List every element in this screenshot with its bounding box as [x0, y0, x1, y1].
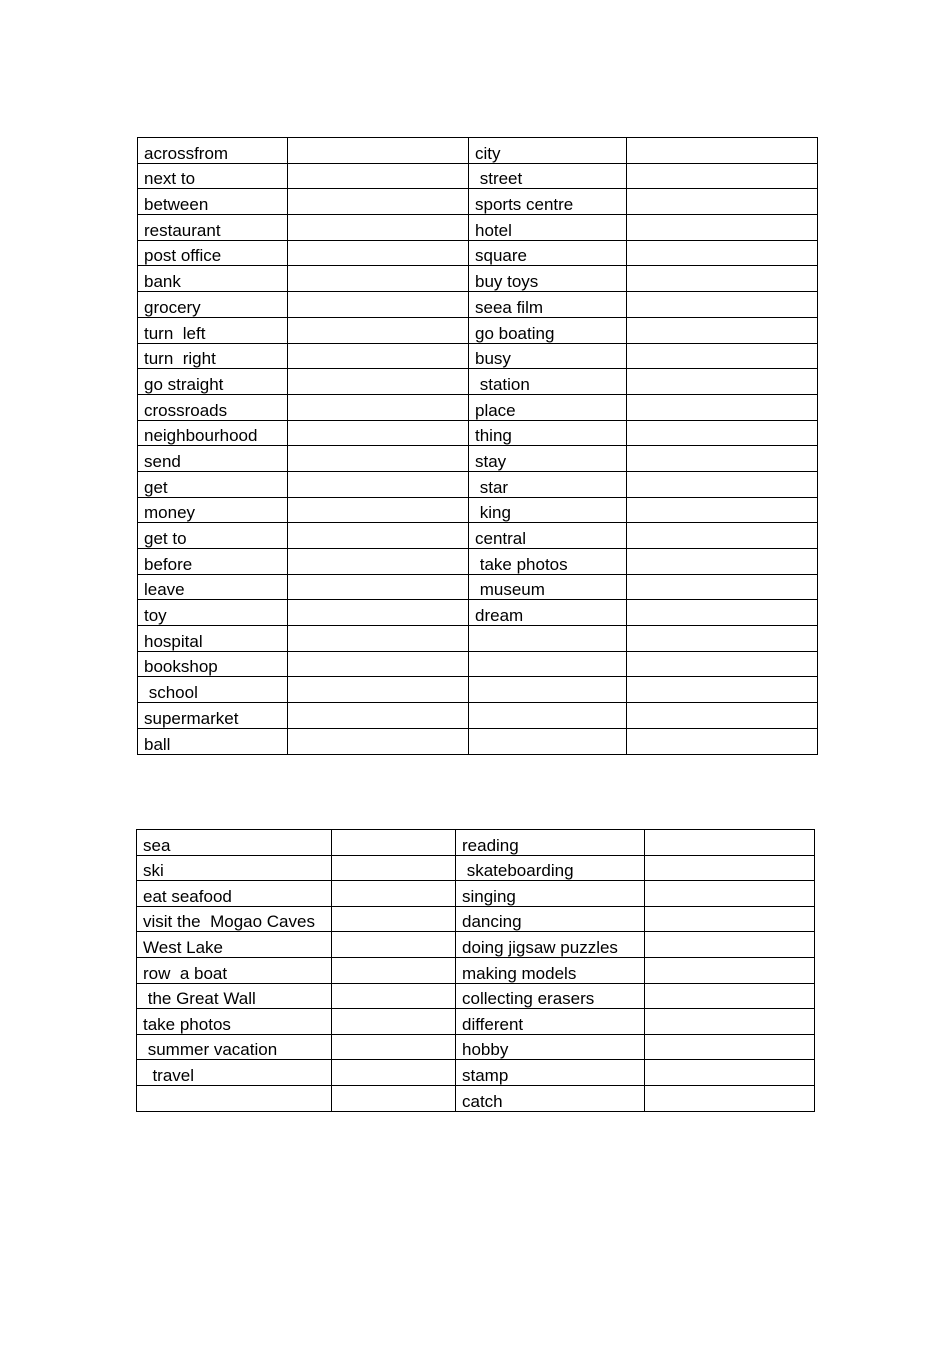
table-row [138, 163, 818, 189]
answer-cell[interactable] [288, 394, 469, 420]
english-term-cell: get to [138, 523, 288, 549]
english-term-cell: square [469, 240, 627, 266]
answer-cell[interactable] [627, 703, 818, 729]
table-row [138, 574, 818, 600]
english-term-cell [469, 626, 627, 652]
answer-cell[interactable] [645, 906, 815, 932]
answer-cell[interactable] [288, 471, 469, 497]
english-term-cell: street [469, 163, 627, 189]
english-term-cell: singing [456, 881, 645, 907]
answer-cell[interactable] [288, 497, 469, 523]
answer-cell[interactable] [627, 549, 818, 575]
answer-cell[interactable] [645, 983, 815, 1009]
vocabulary-table-2 [136, 829, 815, 1112]
answer-cell[interactable] [332, 1085, 456, 1111]
english-term-cell: buy toys [469, 266, 627, 292]
answer-cell[interactable] [645, 1060, 815, 1086]
table-row [138, 626, 818, 652]
table-row [138, 651, 818, 677]
answer-cell[interactable] [627, 292, 818, 318]
table-row [137, 881, 815, 907]
english-term-cell: central [469, 523, 627, 549]
table-row [138, 420, 818, 446]
answer-cell[interactable] [332, 932, 456, 958]
answer-cell[interactable] [332, 957, 456, 983]
answer-cell[interactable] [288, 317, 469, 343]
english-term-cell: summer vacation [137, 1034, 332, 1060]
table-row [138, 266, 818, 292]
english-term-cell: thing [469, 420, 627, 446]
answer-cell[interactable] [288, 574, 469, 600]
english-term-cell: museum [469, 574, 627, 600]
answer-cell[interactable] [288, 728, 469, 754]
english-term-cell: bank [138, 266, 288, 292]
english-term-cell: acrossfrom [138, 138, 288, 164]
answer-cell[interactable] [627, 189, 818, 215]
table-row [138, 471, 818, 497]
english-term-cell: send [138, 446, 288, 472]
english-term-cell: the Great Wall [137, 983, 332, 1009]
english-term-cell: before [138, 549, 288, 575]
answer-cell[interactable] [627, 369, 818, 395]
answer-cell[interactable] [288, 266, 469, 292]
answer-cell[interactable] [288, 600, 469, 626]
answer-cell[interactable] [645, 957, 815, 983]
table-row [138, 600, 818, 626]
english-term-cell [137, 1085, 332, 1111]
english-term-cell: busy [469, 343, 627, 369]
answer-cell[interactable] [627, 728, 818, 754]
english-term-cell: hospital [138, 626, 288, 652]
english-term-cell: neighbourhood [138, 420, 288, 446]
english-term-cell: sea [137, 830, 332, 856]
english-term-cell: ball [138, 728, 288, 754]
english-term-cell: hobby [456, 1034, 645, 1060]
answer-cell[interactable] [288, 240, 469, 266]
answer-cell[interactable] [645, 932, 815, 958]
answer-cell[interactable] [288, 651, 469, 677]
english-term-cell: skateboarding [456, 855, 645, 881]
english-term-cell: toy [138, 600, 288, 626]
answer-cell[interactable] [627, 523, 818, 549]
answer-cell[interactable] [627, 574, 818, 600]
english-term-cell: dancing [456, 906, 645, 932]
english-term-cell: doing jigsaw puzzles [456, 932, 645, 958]
answer-cell[interactable] [627, 471, 818, 497]
answer-cell[interactable] [627, 626, 818, 652]
table-row [137, 1009, 815, 1035]
english-term-cell: go boating [469, 317, 627, 343]
english-term-cell: go straight [138, 369, 288, 395]
english-term-cell: row a boat [137, 957, 332, 983]
answer-cell[interactable] [288, 215, 469, 241]
english-term-cell [469, 703, 627, 729]
answer-cell[interactable] [627, 240, 818, 266]
english-term-cell [469, 728, 627, 754]
answer-cell[interactable] [288, 138, 469, 164]
english-term-cell: different [456, 1009, 645, 1035]
english-term-cell: next to [138, 163, 288, 189]
table-row [138, 523, 818, 549]
answer-cell[interactable] [288, 420, 469, 446]
english-term-cell: seea film [469, 292, 627, 318]
english-term-cell: sports centre [469, 189, 627, 215]
table-row [138, 189, 818, 215]
table-row [137, 932, 815, 958]
answer-cell[interactable] [627, 266, 818, 292]
answer-cell[interactable] [288, 703, 469, 729]
english-term-cell: supermarket [138, 703, 288, 729]
table-row [138, 369, 818, 395]
answer-cell[interactable] [627, 215, 818, 241]
table-row [138, 394, 818, 420]
english-term-cell: between [138, 189, 288, 215]
table-row [137, 957, 815, 983]
answer-cell[interactable] [645, 830, 815, 856]
english-term-cell [469, 677, 627, 703]
english-term-cell: crossroads [138, 394, 288, 420]
english-term-cell: post office [138, 240, 288, 266]
answer-cell[interactable] [288, 549, 469, 575]
answer-cell[interactable] [645, 881, 815, 907]
english-term-cell: hotel [469, 215, 627, 241]
answer-cell[interactable] [627, 600, 818, 626]
answer-cell[interactable] [332, 983, 456, 1009]
english-term-cell: restaurant [138, 215, 288, 241]
answer-cell[interactable] [288, 343, 469, 369]
english-term-cell: reading [456, 830, 645, 856]
answer-cell[interactable] [645, 1085, 815, 1111]
table-row [137, 1085, 815, 1111]
english-term-cell: visit the Mogao Caves [137, 906, 332, 932]
answer-cell[interactable] [288, 523, 469, 549]
answer-cell[interactable] [627, 163, 818, 189]
answer-cell[interactable] [332, 1034, 456, 1060]
vocabulary-table-2-body [137, 830, 815, 1112]
answer-cell[interactable] [627, 497, 818, 523]
english-term-cell: collecting erasers [456, 983, 645, 1009]
answer-cell[interactable] [627, 677, 818, 703]
table-row [138, 215, 818, 241]
answer-cell[interactable] [627, 446, 818, 472]
table-row [138, 240, 818, 266]
answer-cell[interactable] [288, 677, 469, 703]
english-term-cell: West Lake [137, 932, 332, 958]
answer-cell[interactable] [288, 163, 469, 189]
table-row [138, 343, 818, 369]
english-term-cell: star [469, 471, 627, 497]
english-term-cell: stamp [456, 1060, 645, 1086]
table-row [137, 1060, 815, 1086]
table-row [137, 983, 815, 1009]
answer-cell[interactable] [645, 855, 815, 881]
answer-cell[interactable] [332, 1009, 456, 1035]
answer-cell[interactable] [288, 626, 469, 652]
english-term-cell: travel [137, 1060, 332, 1086]
english-term-cell: stay [469, 446, 627, 472]
vocabulary-table-1-body [138, 138, 818, 755]
english-term-cell: catch [456, 1085, 645, 1111]
table-row [138, 138, 818, 164]
answer-cell[interactable] [332, 1060, 456, 1086]
answer-cell[interactable] [627, 317, 818, 343]
table-row [137, 830, 815, 856]
english-term-cell [469, 651, 627, 677]
table-row [138, 677, 818, 703]
english-term-cell: grocery [138, 292, 288, 318]
answer-cell[interactable] [645, 1009, 815, 1035]
table-row [138, 292, 818, 318]
answer-cell[interactable] [645, 1034, 815, 1060]
english-term-cell: dream [469, 600, 627, 626]
table-row [138, 317, 818, 343]
table-row [138, 549, 818, 575]
answer-cell[interactable] [627, 420, 818, 446]
table-row [137, 855, 815, 881]
answer-cell[interactable] [627, 138, 818, 164]
answer-cell[interactable] [288, 189, 469, 215]
english-term-cell: get [138, 471, 288, 497]
table-row [138, 728, 818, 754]
answer-cell[interactable] [332, 830, 456, 856]
english-term-cell: money [138, 497, 288, 523]
english-term-cell: place [469, 394, 627, 420]
answer-cell[interactable] [332, 906, 456, 932]
answer-cell[interactable] [288, 446, 469, 472]
english-term-cell: bookshop [138, 651, 288, 677]
answer-cell[interactable] [332, 855, 456, 881]
english-term-cell: eat seafood [137, 881, 332, 907]
table-row [138, 446, 818, 472]
vocabulary-table-1 [137, 137, 818, 755]
english-term-cell: turn left [138, 317, 288, 343]
answer-cell[interactable] [332, 881, 456, 907]
answer-cell[interactable] [627, 394, 818, 420]
table-row [137, 1034, 815, 1060]
answer-cell[interactable] [627, 343, 818, 369]
english-term-cell: leave [138, 574, 288, 600]
english-term-cell: city [469, 138, 627, 164]
answer-cell[interactable] [288, 292, 469, 318]
table-row [138, 497, 818, 523]
answer-cell[interactable] [288, 369, 469, 395]
english-term-cell: turn right [138, 343, 288, 369]
english-term-cell: ski [137, 855, 332, 881]
english-term-cell: school [138, 677, 288, 703]
english-term-cell: making models [456, 957, 645, 983]
english-term-cell: take photos [469, 549, 627, 575]
table-row [138, 703, 818, 729]
table-row [137, 906, 815, 932]
english-term-cell: take photos [137, 1009, 332, 1035]
english-term-cell: king [469, 497, 627, 523]
answer-cell[interactable] [627, 651, 818, 677]
english-term-cell: station [469, 369, 627, 395]
